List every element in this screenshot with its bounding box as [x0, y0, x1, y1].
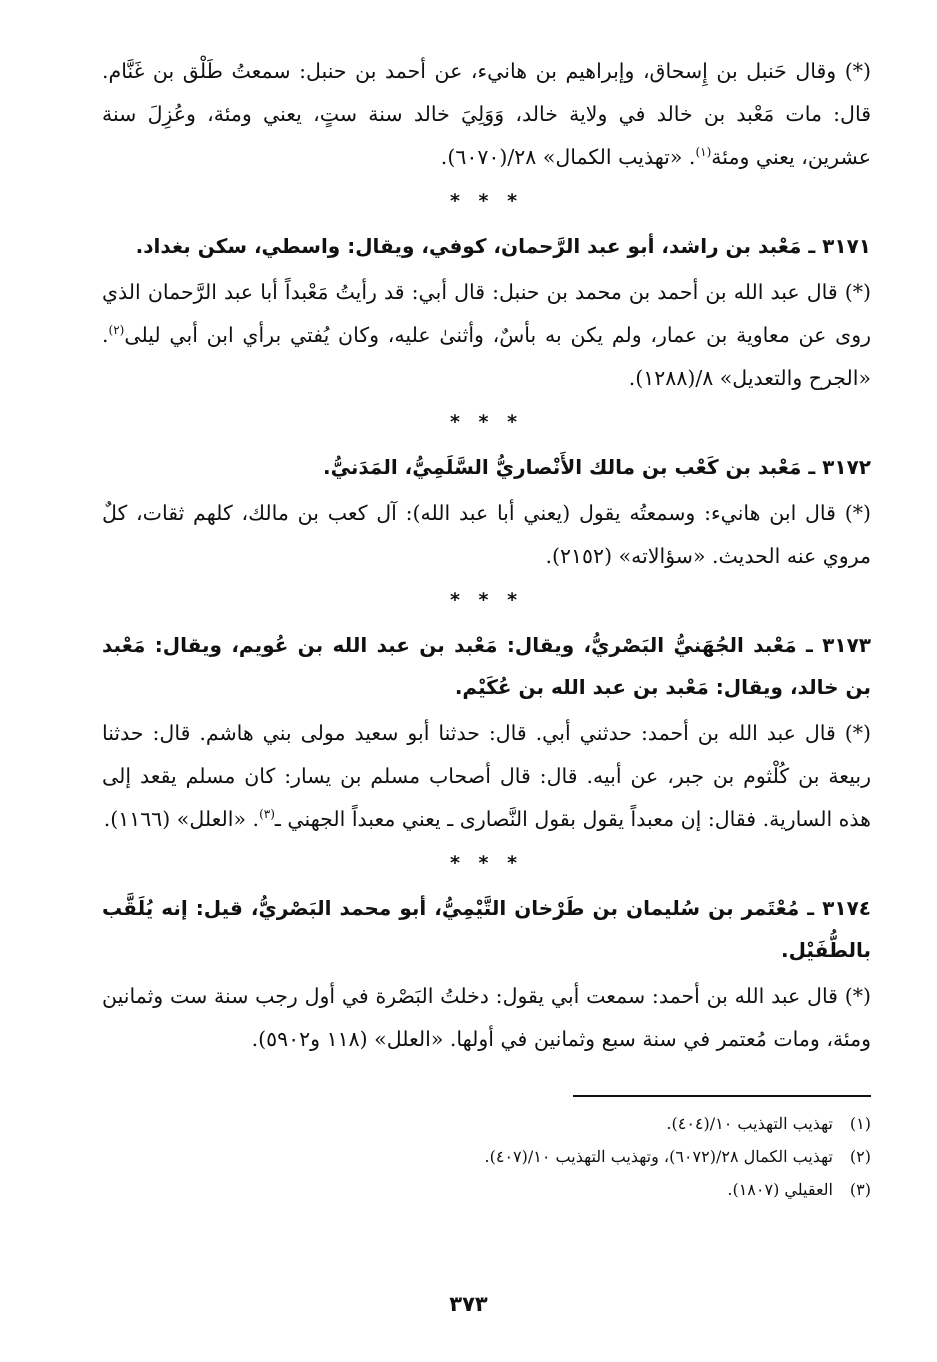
section-separator: * * * [449, 190, 524, 212]
footnotes [102, 1107, 871, 1206]
footnote-text: تهذيب الكمال ٢٨/(٦٠٧٢)، وتهذيب التهذيب ١٠/(٤٠٧). [484, 1147, 833, 1166]
footnote-text: العقيلي (١٨٠٧). [727, 1180, 833, 1199]
footnote-text: تهذيب التهذيب ١٠/(٤٠٤). [666, 1114, 833, 1133]
entry-heading: ٣١٧٣ ـ مَعْبد الجُهَنيُّ البَصْريُّ، ويقال: مَعْبد بن عبد الله بن عُويم، ويقال: مَعْبد بن خالد، ويقال: مَعْبد بن عبد الله بن عُكَيْم. [102, 633, 871, 699]
footnote-number: (١) [849, 1114, 871, 1133]
entry-text: (*) وقال حَنبل بن إِسحاق، وإبراهيم بن هانيء، عن أحمد بن حنبل: سمعتُ طَلْق بن غَنَّام. قال: مات مَعْبد بن خالد في ولاية خالد، وَوَلِيَ خالد سنة ستٍ، يعني ومئة، وعُزِلَ سنة عشرين، يعني ومئة$^{(١)}$. «تهذيب الكمال» ٢٨/(٦٠٧٠). [102, 59, 871, 169]
entry-heading: ٣١٧٤ ـ مُعْتَمر بن سُليمان بن طَرْخان التَّيْمِيُّ، أبو محمد البَصْريُّ، قيل: إنه يُلَقَّب بالطُّفَيْل. [102, 896, 871, 962]
footnote-ref[interactable]: (٣) [259, 807, 275, 822]
section-separator: * * * [449, 411, 524, 433]
footnote-rule [573, 1095, 871, 1097]
entry-heading: ٣١٧٢ ـ مَعْبد بن كَعْب بن مالك الأَنْصاريُّ السَّلَمِيُّ، المَدَنيُّ. [323, 455, 871, 479]
footnote [102, 1107, 871, 1140]
section-separator: * * * [449, 852, 524, 874]
page-number: ٣٧٣ [449, 1292, 488, 1316]
footnote-ref[interactable]: (٢) [108, 323, 125, 338]
entry-text: (*) قال عبد الله بن أحمد بن محمد بن حنبل: قال أبي: قد رأيتُ مَعْبداً أبا عبد الرَّحمان الذي روى عن معاوية بن عمار، ولم يكن به بأسٌ، وأثنىٰ عليه، وكان يُفتي برأي ابن أبي ليلى$^{(٢)}$. «الجرح والتعديل» ٨/(١٢٨٨). [102, 280, 871, 390]
footnote-number: (٣) [849, 1180, 871, 1199]
entry-text: (*) قال عبد الله بن أحمد: حدثني أبي. قال: حدثنا أبو سعيد مولى بني هاشم. قال: حدثنا ربيعة بن كُلْثوم بن جبر، عن أبيه. قال: قال أصحاب مسلم بن يسار: كان مسلم يقعد إلى هذه السارية. فقال: إن معبداً يقول بقول النَّصارى ـ يعني معبداً الجهني ـ$^{(٣)}$. «العلل» (١١٦٦). [102, 721, 871, 831]
footnote [102, 1173, 871, 1206]
footnote [102, 1140, 871, 1173]
entry-text: (*) قال ابن هانيء: وسمعتُه يقول (يعني أبا عبد الله): آل كعب بن مالك، كلهم ثقات، كلٌ مروي عنه الحديث. «سؤالاته» (٢١٥٢). [102, 501, 871, 568]
footnote-ref[interactable]: (١) [695, 145, 712, 160]
entry-text: (*) قال عبد الله بن أحمد: سمعت أبي يقول: دخلتُ البَصْرة في أول رجب سنة ست وثمانين ومئة، ومات مُعتمر في سنة سبع وثمانين في أولها. «العلل» (١١٨ و٥٩٠٢). [102, 984, 871, 1051]
footnote-number: (٢) [849, 1147, 871, 1166]
entry-heading: ٣١٧١ ـ مَعْبد بن راشد، أبو عبد الرَّحمان، كوفي، ويقال: واسطي، سكن بغداد. [135, 234, 871, 258]
section-separator: * * * [449, 589, 524, 611]
